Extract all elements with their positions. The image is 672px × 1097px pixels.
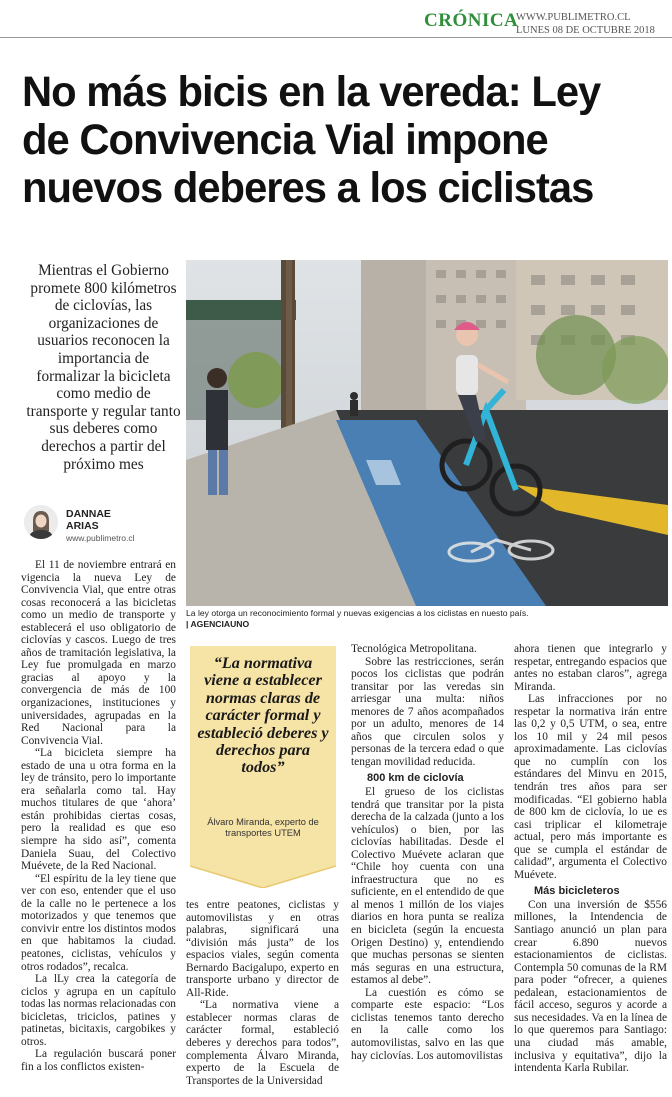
body-paragraph: Las infracciones por no respetar la normativa irán entre las 0,2 y 0,5 UTM, o sea, entre los 10 mil y 24 mil pesos aproximadamente. Las ciclovías que no cumplín con los estándares del Minvu en 2015, tendrán tres años para ser modificadas. “El gobierno habla de 800 km de ciclovía, lo ue es casi triplicar el kilometraje actual, pero más importante es que se cumpla el estándar de calidad”, argumenta el Colectivo Muévete. xyxy=(514,693,667,881)
subheading-bicicleteros: Más bicicleteros xyxy=(534,885,620,898)
issue-date: LUNES 08 DE OCTUBRE 2018 xyxy=(516,25,655,36)
pull-quote-text: “La normativa viene a establecer normas claras de carácter formal y estableció deberes y derechos para todos” xyxy=(197,654,329,777)
body-paragraph: La regulación buscará poner fin a los conflictos existen- xyxy=(21,1048,176,1073)
photo-credit: | AGENCIAUNO xyxy=(186,619,250,629)
masthead-info xyxy=(516,11,655,37)
author-last-name: ARIAS xyxy=(66,520,99,532)
cyclist-photo-illustration xyxy=(186,260,668,606)
lead-paragraph: Mientras el Gobierno promete 800 kilómetros de ciclovías, las organizaciones de usuarios reconocen la importancia de formalizar la bicicleta como medio de transporte y regular tanto sus deberes como derechos a partir del próximo mes xyxy=(26,262,181,473)
body-paragraph: “El espíritu de la ley tiene que ver con eso, entender que el uso de la calle no le pertenece a los motorizados y que tenemos que convivir entre los distintos modos en que habitamos la ciudad. peatones, ciclistas, vehículos y otros rodados”, recalca. xyxy=(21,872,176,973)
headline: No más bicis en la vereda: Ley de Convivencia Vial impone nuevos deberes a los ciclistas xyxy=(22,68,601,212)
body-paragraph: tes entre peatones, ciclistas y automovilistas y en otras palabras, significará una “división más justa” de los espacios viales, según comenta Bernardo Bacigalupo, experto en transporte urbano y director de All-Ride. xyxy=(186,899,339,999)
author-name xyxy=(66,508,111,532)
body-paragraph: La lLy crea la categoría de ciclos y agrupa en un capítulo todas las normas relacionadas con bicicletas, triciclos, patines y patinetas, bicitaxis, cargobikes y otros. xyxy=(21,973,176,1048)
header-rule xyxy=(0,37,672,38)
photo-caption xyxy=(186,608,668,630)
author-avatar xyxy=(24,505,58,539)
body-paragraph: El 11 de noviembre entrará en vigencia la nueva Ley de Convivencia Vial, que entre otras cosas reconocerá a las bicicletas como un medio de transporte y establecerá el uso obligatorio de ciclovías y cascos. Luego de tres años de tramitación legislativa, la Ley fue promulgada en marzo gracias al apoyo y la convergencia de más de 100 organizaciones, instituciones y universidades, agrupadas en la Red Nacional para la Convivencia Vial. xyxy=(21,559,176,747)
author-site: www.publimetro.cl xyxy=(66,533,135,543)
article-column-1 xyxy=(21,559,176,1073)
article-column-3 xyxy=(351,643,504,1062)
section-label: CRÓNICA xyxy=(424,10,519,31)
photo-caption-text: La ley otorga un reconocimiento formal y nuevas exigencias a los ciclistas en nuesto país. xyxy=(186,608,529,618)
article-column-2 xyxy=(186,899,339,1087)
body-paragraph: El grueso de los ciclistas tendrá que transitar por la pista derecha de la calzada (junto a los vehículos) o bien, por las ciclovías habilitadas. Desde el Colectivo Muévete aclaran que “Chile hoy cuenta con una infraestructura que no es suficiente, en el entendido de que al menos 1 millón de los viajes diarios en hora punta se realiza en bicicleta (según la encuesta Origen Destino) y, entendiendo que muchas personas se sienten más seguras en una estructura, estamos al debe”. xyxy=(351,786,504,987)
body-paragraph: ahora tienen que integrarlo y respetar, entregando espacios que antes no estaban claros”, agrega Miranda. xyxy=(514,643,667,693)
body-paragraph: Tecnológica Metropolitana. xyxy=(351,643,477,655)
body-paragraph: Con una inversión de $556 millones, la Intendencia de Santiago anunció un plan para crear 6.890 nuevos estacionamientos de ciclistas. Contempla 50 comunas de la RM para poder “ofrecer, a quienes pedalean, estacionamientos de fácil acceso, seguros y acorde a sus necesidades. Va en la línea de lo que queremos para Santiago: una ciudad más amable, inclusiva y equitativa”, dijo la intendenta Karla Rubilar. xyxy=(514,898,667,1075)
article-photo xyxy=(186,260,668,606)
article-column-4 xyxy=(514,643,667,1075)
body-paragraph: La cuestión es cómo se comparte este espacio: “Los ciclistas tenemos tanto derecho en la calle como los automovilistas, salvo en las que hay ciclovías. Los automovilistas xyxy=(351,986,504,1062)
pull-quote-attribution: Álvaro Miranda, experto de transportes UTEM xyxy=(207,817,319,838)
body-paragraph: “La normativa viene a establecer normas claras de carácter formal, estableció deberes y derechos para todos”, complementa Álvaro Miranda, experto de la Escuela de Transportes de la Universidad xyxy=(186,999,339,1087)
author-portrait-icon xyxy=(24,505,58,539)
author-first-name: DANNAE xyxy=(66,508,111,520)
subheading-ciclovia: 800 km de ciclovía xyxy=(367,772,464,785)
site-url: WWW.PUBLIMETRO.CL xyxy=(516,12,631,23)
body-paragraph: “La bicicleta siempre ha estado de una u otra forma en la ley de tránsito, pero lo importante era señalarla como tal. Hay muchos titulares de que ‘ahora’ están prohibidas ciertas cosas, pero la realidad es que eso siempre ha sido así”, comenta Daniela Suau, del Colectivo Muévete, de la Red Nacional. xyxy=(21,747,176,873)
body-paragraph: Sobre las restricciones, serán pocos los ciclistas que podrán transitar por las veredas sin arriesgar una multa: niños menores de 7 años acompañados por un adulto, menores de 14 años que circulen solos y personas de la tercera edad o que tengan movilidad reducida. xyxy=(351,655,504,768)
